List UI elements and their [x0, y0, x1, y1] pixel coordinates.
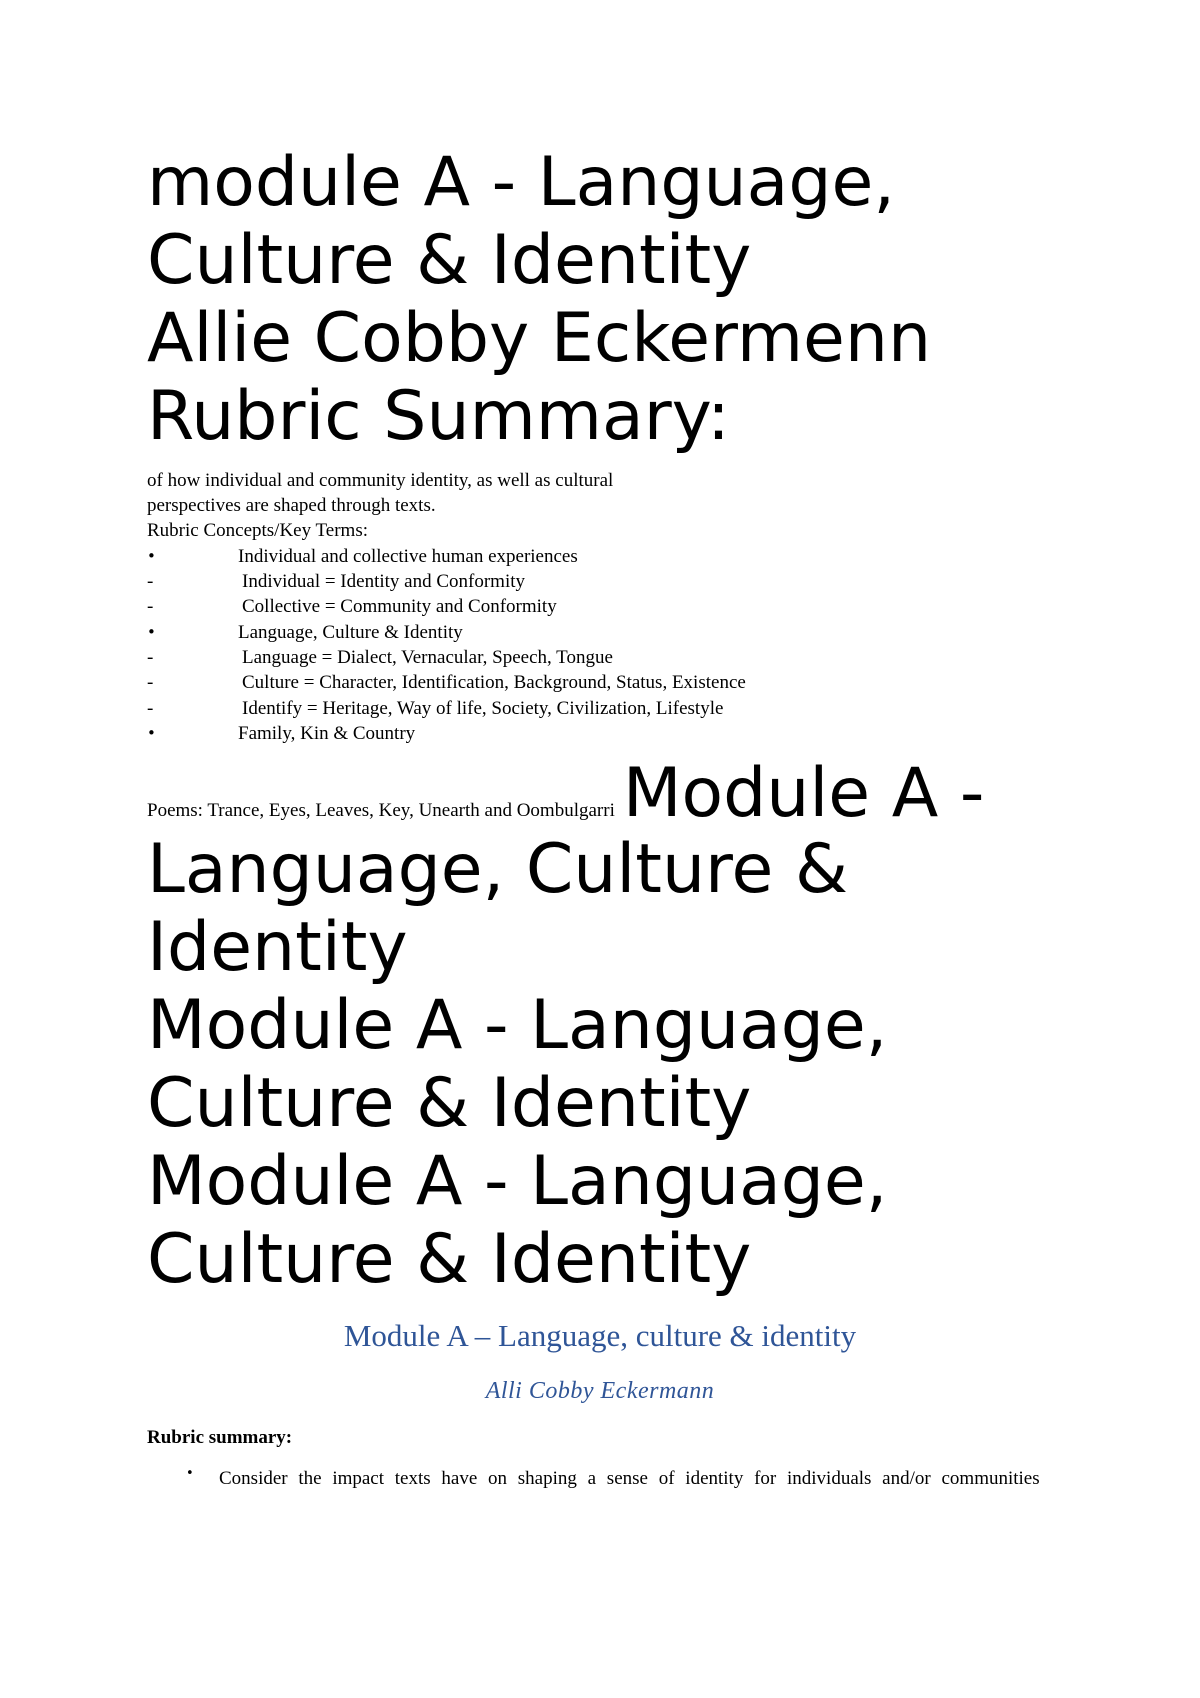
doc-title-line-2: Culture & Identity [147, 221, 752, 300]
poems-line [147, 755, 984, 833]
list-item-text: Language, Culture & Identity [238, 622, 463, 643]
dash-marker: - [147, 596, 154, 617]
doc-title-line-1: module A - Language, [147, 143, 895, 222]
bullet-marker: • [147, 623, 156, 641]
intro-line-1: of how individual and community identity, as well as cultural [147, 470, 614, 491]
intro-line-2: perspectives are shaped through texts. [147, 495, 436, 516]
dash-marker: - [147, 571, 154, 592]
repeated-title-a-line-2: Language, Culture & [147, 830, 848, 909]
rubric-concepts-label: Rubric Concepts/Key Terms: [147, 520, 369, 541]
module-title-start: Module A - [622, 754, 985, 833]
poems-list: Poems: Trance, Eyes, Leaves, Key, Unearth and Oombulgarri [147, 800, 615, 821]
repeated-title-a-line-3: Identity [147, 908, 408, 987]
repeated-title-c-line-2: Culture & Identity [147, 1220, 752, 1299]
repeated-title-b-line-2: Culture & Identity [147, 1064, 752, 1143]
dash-marker: - [147, 647, 154, 668]
bullet-marker: • [186, 1466, 194, 1481]
list-item-text: Culture = Character, Identification, Background, Status, Existence [242, 672, 746, 693]
list-item-text: Individual and collective human experiences [238, 546, 578, 567]
list-item-text: Identify = Heritage, Way of life, Society, Civilization, Lifestyle [242, 698, 724, 719]
author-name-heading: Allie Cobby Eckermenn [147, 299, 932, 378]
bullet-marker: • [147, 547, 156, 565]
repeated-title-b-line-1: Module A - Language, [147, 986, 888, 1065]
dash-marker: - [147, 672, 154, 693]
list-item-text: Language = Dialect, Vernacular, Speech, Tongue [242, 647, 613, 668]
list-item-text: Family, Kin & Country [238, 723, 416, 744]
repeated-title-c-line-1: Module A - Language, [147, 1142, 888, 1221]
bullet-marker: • [147, 724, 156, 742]
rubric-summary-label: Rubric summary: [147, 1427, 293, 1448]
rubric-bullet-text: Consider the impact texts have on shaping a sense of identity for individuals and/or communities [219, 1468, 1040, 1489]
rubric-summary-heading: Rubric Summary: [147, 377, 730, 456]
list-item-text: Individual = Identity and Conformity [242, 571, 526, 592]
section-title: Module A – Language, culture & identity [343, 1318, 857, 1353]
list-item-text: Collective = Community and Conformity [242, 596, 557, 617]
dash-marker: - [147, 698, 154, 719]
section-author: Alli Cobby Eckermann [485, 1378, 715, 1404]
